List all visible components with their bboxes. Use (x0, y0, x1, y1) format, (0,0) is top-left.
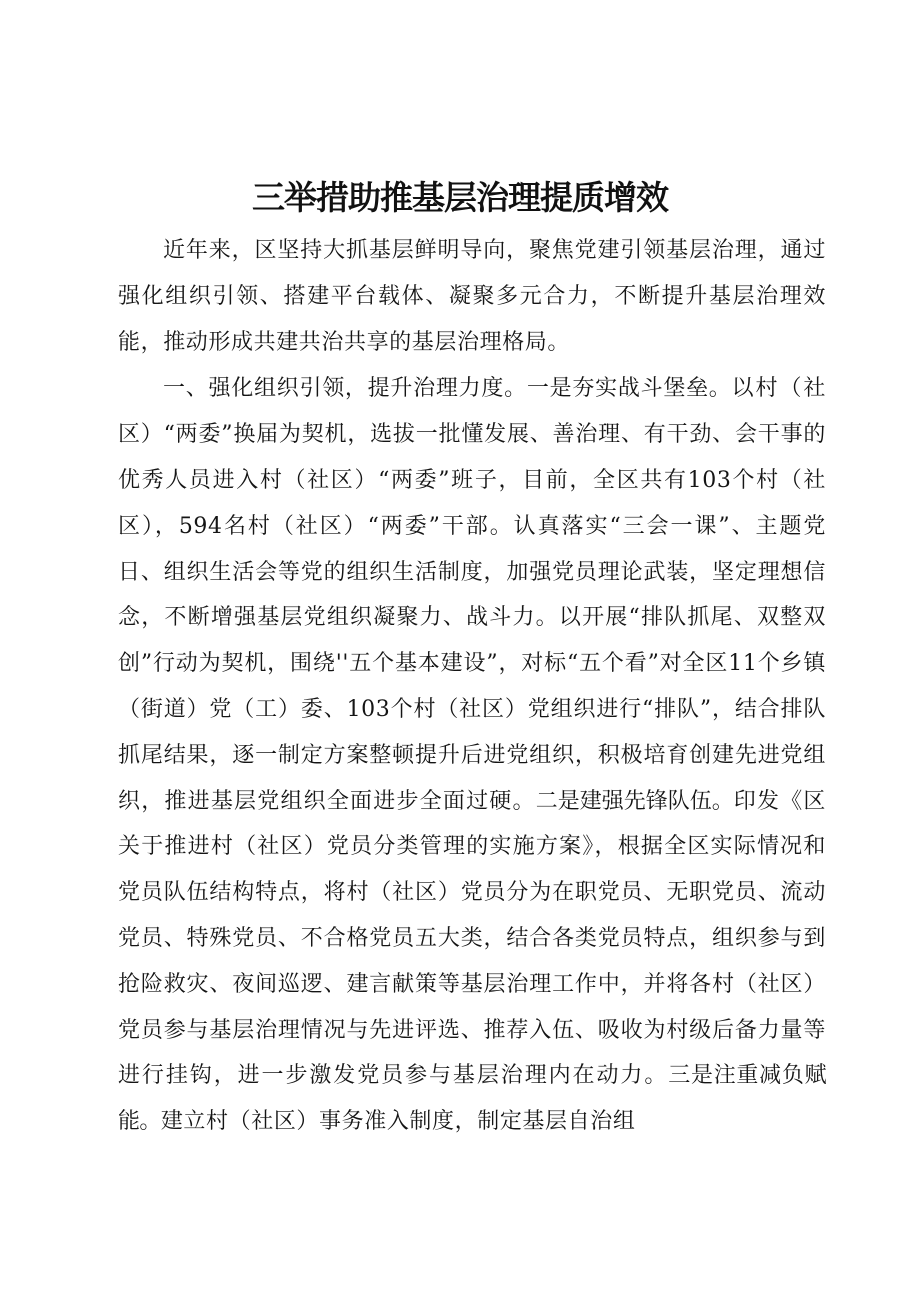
intro-paragraph: 近年来，区坚持大抓基层鲜明导向，聚焦党建引领基层治理，通过强化组织引领、搭建平台载体、凝聚多元合力，不断提升基层治理效能，推动形成共建共治共享的基层治理格局。 (118, 238, 826, 355)
point-3-label: 三是注重减负赋能。 (118, 1063, 826, 1135)
document-title: 三举措助推基层治理提质增效 (252, 178, 668, 217)
point-3-text: 建立村（社区）事务准入制度，制定基层自治组 (160, 1109, 636, 1135)
point-1-text: 以村（社区）“两委”换届为契机，选拔一批懂发展、善治理、有干劲、会干事的优秀人员进入村（社区）“两委”班子，目前，全区共有103个村（社区），594名村（社区）“两委”干部。认真落实“三会一课”、主题党日、组织生活会等党的组织生活制度，加强党员理论武装，坚定理想信念，不断增强基层党组织凝聚力、战斗力。以开展“排队抓尾、双整双创”行动为契机，围绕''五个基本建设”，对标“五个看”对全区11个乡镇（街道）党（工）委、103个村（社区）党组织进行“排队”，结合排队抓尾结果，逐一制定方案整顿提升后进党组织，积极培育创建先进党组织，推进基层党组织全面进步全面过硬。 (118, 376, 826, 814)
point-1-label: 一是夯实战斗堡垒。 (526, 376, 732, 402)
section-1-paragraph (118, 366, 826, 1145)
point-2-text: 印发《区关于推进村（社区）党员分类管理的实施方案》，根据全区实际情况和党员队伍结构特点，将村（社区）党员分为在职党员、无职党员、流动党员、特殊党员、不合格党员五大类，结合各类党员特点，组织参与到抢险救灾、夜间巡逻、建言献策等基层治理工作中，并将各村（社区）党员参与基层治理情况与先进评选、推荐入伍、吸收为村级后备力量等进行挂钩，进一步激发党员参与基层治理内在动力。 (118, 788, 826, 1089)
section-1-heading: 一、强化组织引领，提升治理力度。 (163, 376, 527, 402)
point-2-label: 二是建强先锋队伍。 (535, 788, 734, 814)
document-body (118, 228, 826, 1145)
